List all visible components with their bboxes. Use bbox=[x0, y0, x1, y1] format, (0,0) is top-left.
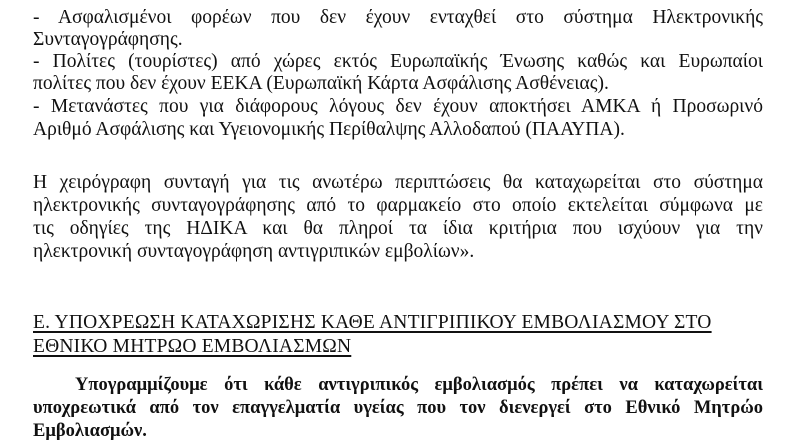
section-heading-line-1: Ε. ΥΠΟΧΡΕΩΣΗ ΚΑΤΑΧΩΡΙΣΗΣ ΚΑΘΕ ΑΝΤΙΓΡΙΠΙΚΟΥ ΕΜΒΟΛΙΑΣΜΟΥ ΣΤΟ bbox=[33, 312, 712, 333]
bold-paragraph-line-2: υποχρεωτικά από τον επαγγελματία υγείας που τον διενεργεί στο Εθνικό Μητρώο bbox=[33, 398, 763, 418]
paragraph-line-1: Η χειρόγραφη συνταγή για τις ανωτέρω περιπτώσεις θα καταχωρείται στο σύστημα bbox=[33, 172, 763, 193]
bullet-3-line-2: Αριθμό Ασφάλισης και Υγειονομικής Περίθαλψης Αλλοδαπού (ΠΑΑΥΠΑ). bbox=[33, 119, 625, 140]
bullet-2-line-2: πολίτες που δεν έχουν ΕΕΚΑ (Ευρωπαϊκή Κάρτα Ασφάλισης Ασθένειας). bbox=[33, 73, 609, 94]
paragraph-line-3: τις οδηγίες της ΗΔΙΚΑ και θα πληροί τα ίδια κριτήρια που ισχύουν για την bbox=[33, 218, 763, 239]
bullet-2-line-1: - Πολίτες (τουρίστες) από χώρες εκτός Ευρωπαϊκής Ένωσης καθώς και Ευρωπαίοι bbox=[33, 51, 763, 72]
bullet-1-line-1: - Ασφαλισμένοι φορέων που δεν έχουν ενταχθεί στο σύστημα Ηλεκτρονικής bbox=[33, 7, 763, 28]
bullet-1-line-2: Συνταγογράφησης. bbox=[33, 29, 183, 50]
bullet-3-line-1: - Μετανάστες που για διάφορους λόγους δεν έχουν αποκτήσει ΑΜΚΑ ή Προσωρινό bbox=[33, 96, 763, 117]
bold-paragraph-line-1: Υπογραμμίζουμε ότι κάθε αντιγριπικός εμβολιασμός πρέπει να καταχωρείται bbox=[75, 375, 763, 395]
bold-paragraph-line-3: Εμβολιασμών. bbox=[33, 421, 147, 441]
section-heading-line-2: ΕΘΝΙΚΟ ΜΗΤΡΩΟ ΕΜΒΟΛΙΑΣΜΩΝ bbox=[33, 336, 352, 357]
paragraph-line-4: ηλεκτρονική συνταγογράφηση αντιγριπικών εμβολίων». bbox=[33, 241, 475, 262]
paragraph-line-2: ηλεκτρονικής συνταγογράφησης από το φαρμακείο στο οποίο εκτελείται σύμφωνα με bbox=[33, 195, 763, 216]
